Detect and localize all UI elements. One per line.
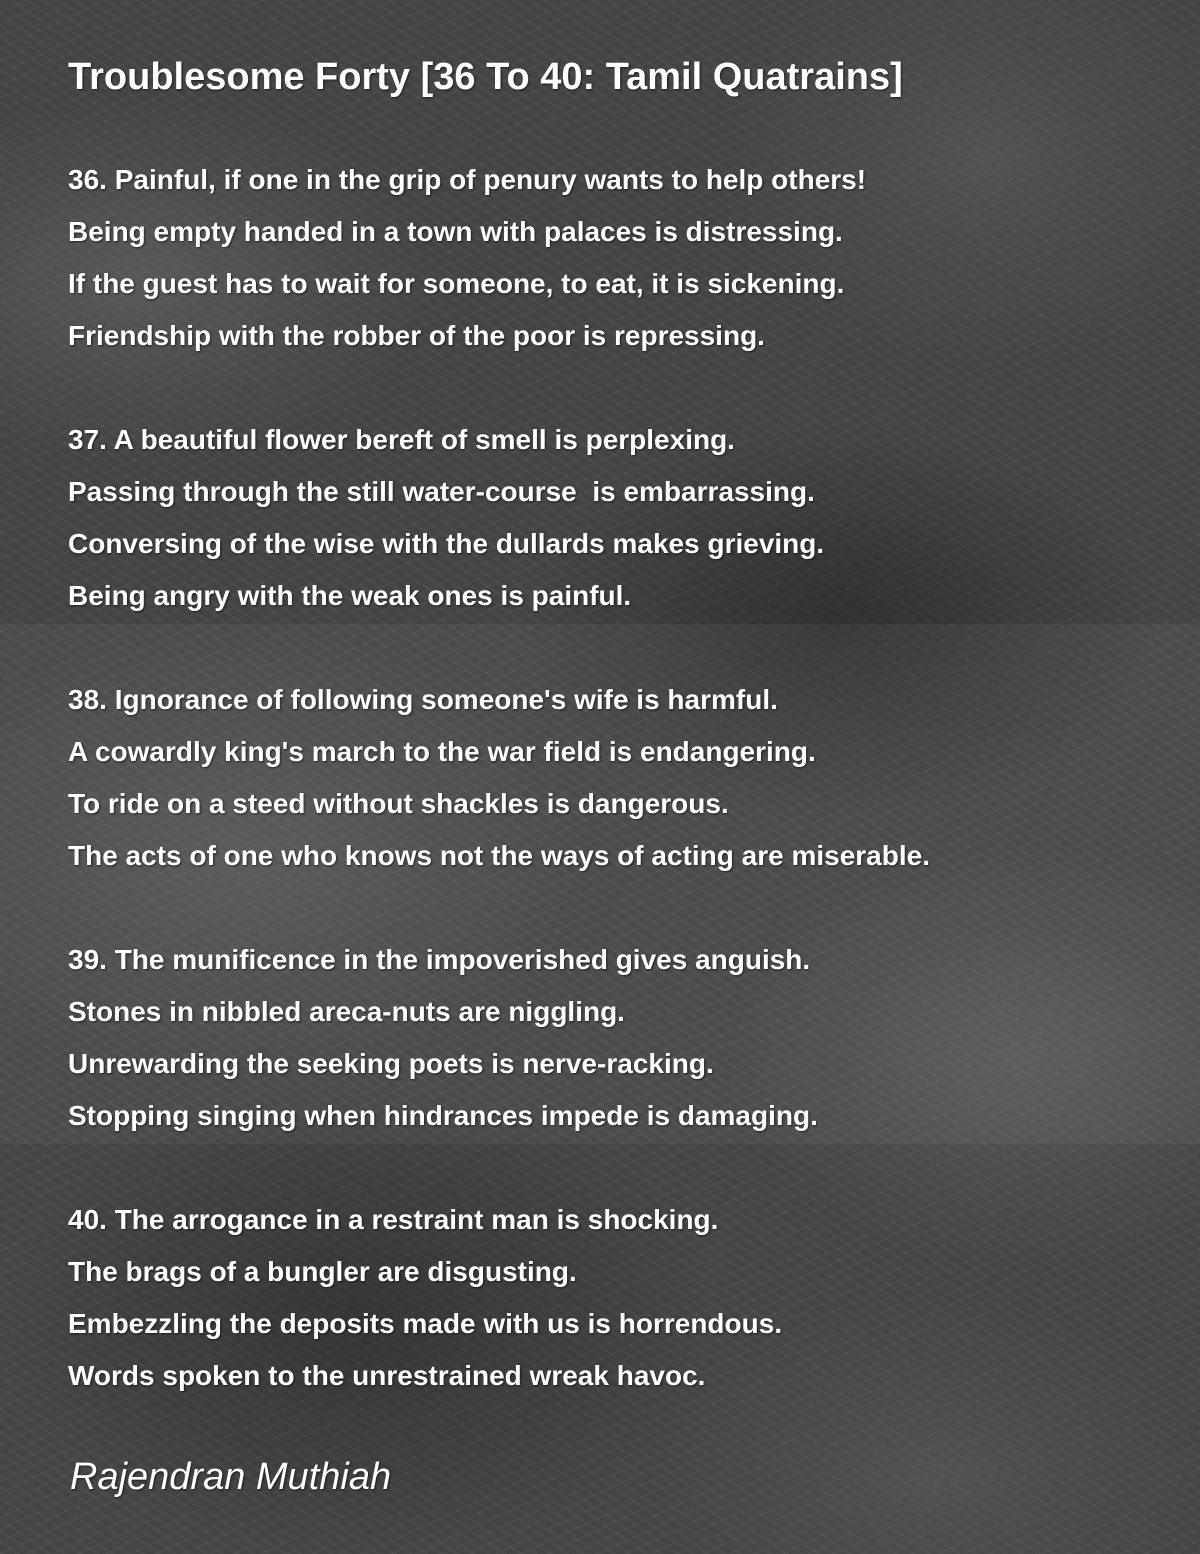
poem-line: 39. The munificence in the impoverished gives anguish.: [68, 944, 811, 975]
poem-author: Rajendran Muthiah: [70, 1456, 392, 1498]
stanza-40: [68, 1194, 782, 1402]
poem-line: The brags of a bungler are disgusting.: [68, 1256, 577, 1287]
poem-line: 38. Ignorance of following someone's wife is harmful.: [68, 684, 778, 715]
poem-line: Words spoken to the unrestrained wreak havoc.: [68, 1360, 706, 1391]
poem-line: Being angry with the weak ones is painful.: [68, 580, 632, 611]
poem-line: Embezzling the deposits made with us is horrendous.: [68, 1308, 783, 1339]
poem-line: A cowardly king's march to the war field is endangering.: [68, 736, 816, 767]
stanza-37: [68, 414, 824, 622]
stanza-36: [68, 154, 866, 362]
poem-line: Unrewarding the seeking poets is nerve-racking.: [68, 1048, 714, 1079]
stanza-38: [68, 674, 930, 882]
poem-line: Stones in nibbled areca-nuts are niggling.: [68, 996, 625, 1027]
poem-line: Being empty handed in a town with palaces is distressing.: [68, 216, 843, 247]
poem-line: The acts of one who knows not the ways of acting are miserable.: [68, 840, 930, 871]
poem-line: Conversing of the wise with the dullards makes grieving.: [68, 528, 825, 559]
poem-line: 36. Painful, if one in the grip of penury wants to help others!: [68, 164, 867, 195]
poem-line: Stopping singing when hindrances impede is damaging.: [68, 1100, 818, 1131]
poem-line: Passing through the still water-course is embarrassing.: [68, 476, 815, 507]
stanza-39: [68, 934, 818, 1142]
poem-line: If the guest has to wait for someone, to eat, it is sickening.: [68, 268, 845, 299]
poem-line: 37. A beautiful flower bereft of smell is perplexing.: [68, 424, 735, 455]
poem-line: Friendship with the robber of the poor is repressing.: [68, 320, 765, 351]
poem-line: 40. The arrogance in a restraint man is shocking.: [68, 1204, 719, 1235]
poem-line: To ride on a steed without shackles is dangerous.: [68, 788, 729, 819]
poem-title: Troublesome Forty [36 To 40: Tamil Quatrains]: [68, 56, 903, 98]
